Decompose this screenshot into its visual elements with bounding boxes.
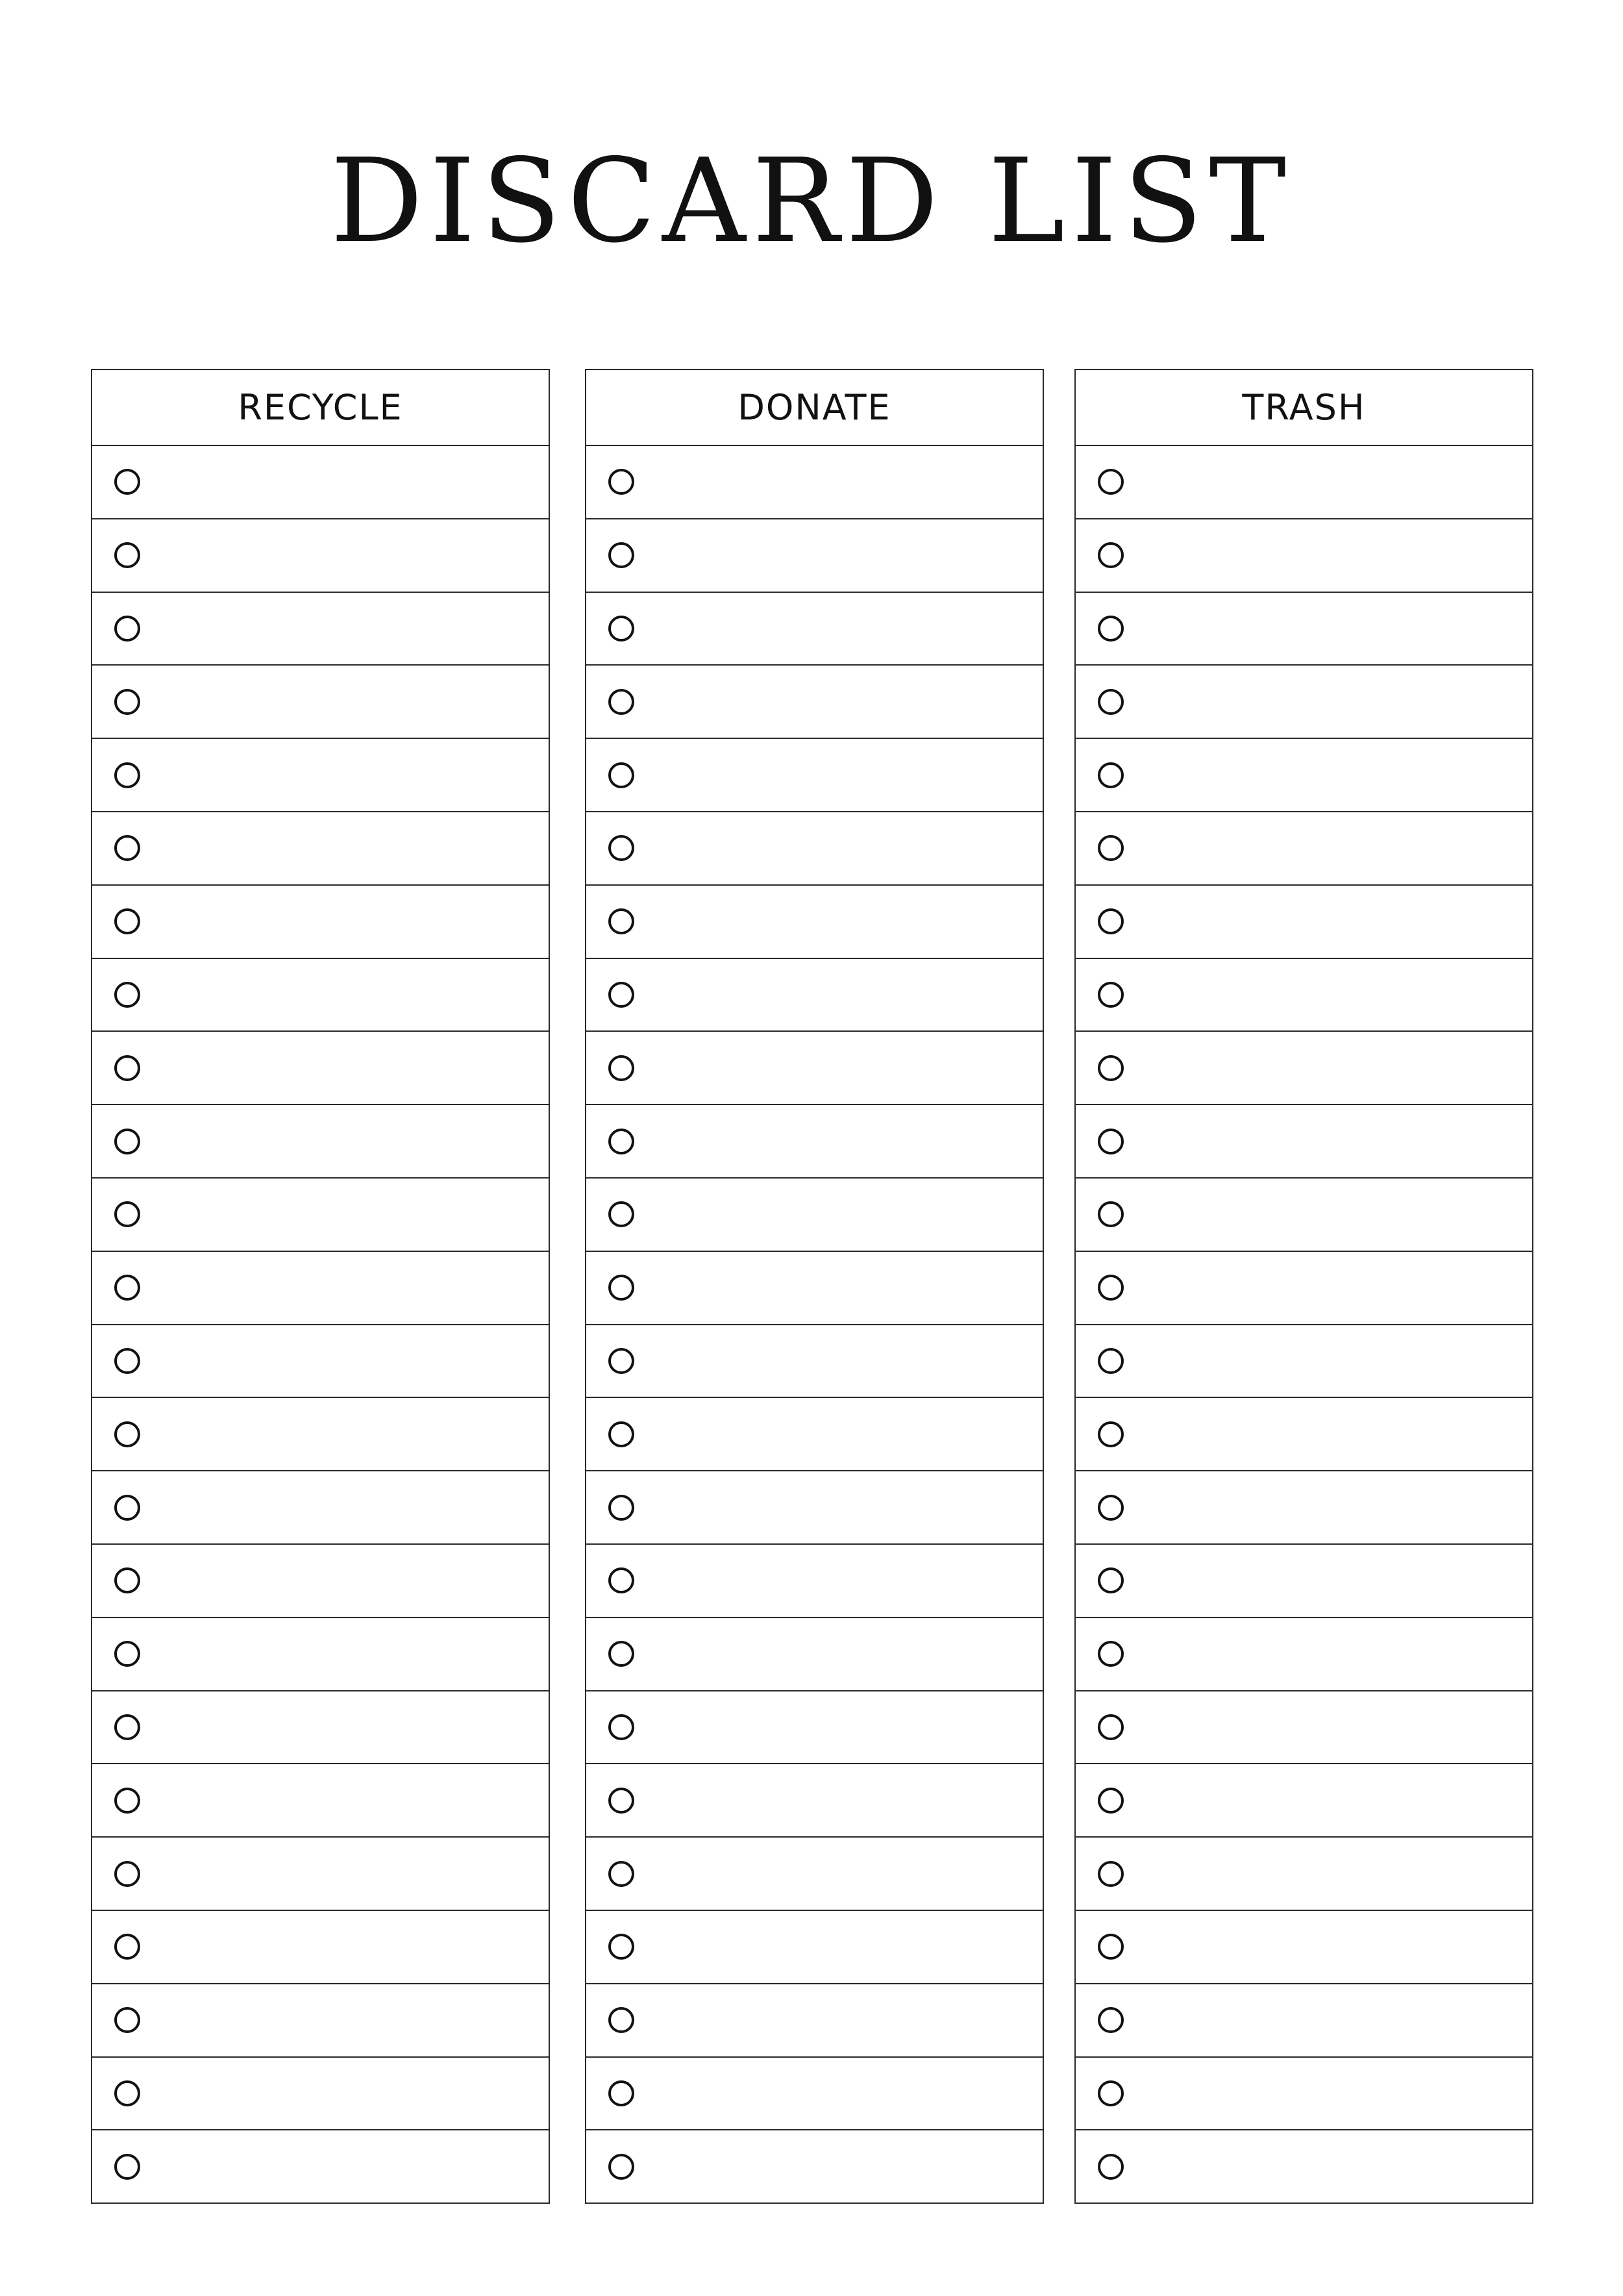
trash-list-item[interactable]	[1076, 812, 1532, 886]
donate-list-item[interactable]	[586, 1545, 1043, 1618]
recycle-list-item[interactable]	[92, 593, 549, 666]
recycle-column-header: RECYCLE	[92, 370, 549, 446]
circle-checkbox-icon[interactable]	[114, 2154, 140, 2180]
trash-list-item[interactable]	[1076, 1325, 1532, 1399]
trash-list-item[interactable]	[1076, 2130, 1532, 2202]
circle-checkbox-icon[interactable]	[608, 1129, 634, 1154]
circle-checkbox-icon[interactable]	[608, 1641, 634, 1667]
recycle-list-item[interactable]	[92, 1911, 549, 1984]
donate-list-item[interactable]	[586, 1179, 1043, 1252]
circle-checkbox-icon[interactable]	[114, 1348, 140, 1374]
donate-list-item[interactable]	[586, 1398, 1043, 1471]
donate-list-item[interactable]	[586, 1032, 1043, 1105]
donate-list-item[interactable]	[586, 1691, 1043, 1765]
donate-column-header: DONATE	[586, 370, 1043, 446]
donate-list-item[interactable]	[586, 666, 1043, 739]
circle-checkbox-icon[interactable]	[608, 469, 634, 495]
donate-list-item[interactable]	[586, 2130, 1043, 2202]
trash-rows	[1076, 446, 1532, 2202]
circle-checkbox-icon[interactable]	[114, 2007, 140, 2033]
circle-checkbox-icon[interactable]	[114, 835, 140, 861]
recycle-list-item[interactable]	[92, 2058, 549, 2131]
circle-checkbox-icon[interactable]	[1098, 616, 1124, 642]
recycle-list-item[interactable]	[92, 2130, 549, 2202]
recycle-list-item[interactable]	[92, 1105, 549, 1179]
recycle-list-item[interactable]	[92, 1471, 549, 1545]
trash-list-item[interactable]	[1076, 959, 1532, 1032]
donate-list-item[interactable]	[586, 1105, 1043, 1179]
trash-list-item[interactable]	[1076, 1105, 1532, 1179]
circle-checkbox-icon[interactable]	[114, 469, 140, 495]
circle-checkbox-icon[interactable]	[1098, 982, 1124, 1008]
circle-checkbox-icon[interactable]	[114, 1275, 140, 1301]
circle-checkbox-icon[interactable]	[114, 1934, 140, 1960]
trash-list-item[interactable]	[1076, 1618, 1532, 1691]
donate-list-item[interactable]	[586, 1471, 1043, 1545]
trash-list-item[interactable]	[1076, 446, 1532, 519]
circle-checkbox-icon[interactable]	[1098, 762, 1124, 788]
trash-list-item[interactable]	[1076, 1764, 1532, 1838]
circle-checkbox-icon[interactable]	[1098, 1641, 1124, 1667]
circle-checkbox-icon[interactable]	[1098, 1495, 1124, 1521]
recycle-list-item[interactable]	[92, 1764, 549, 1838]
circle-checkbox-icon[interactable]	[1098, 1934, 1124, 1960]
donate-list-item[interactable]	[586, 1618, 1043, 1691]
circle-checkbox-icon[interactable]	[608, 1861, 634, 1887]
circle-checkbox-icon[interactable]	[608, 616, 634, 642]
donate-rows	[586, 446, 1043, 2202]
circle-checkbox-icon[interactable]	[608, 1567, 634, 1593]
circle-checkbox-icon[interactable]	[1098, 1055, 1124, 1081]
circle-checkbox-icon[interactable]	[1098, 1861, 1124, 1887]
circle-checkbox-icon[interactable]	[608, 1421, 634, 1447]
donate-list-item[interactable]	[586, 812, 1043, 886]
recycle-list-item[interactable]	[92, 1545, 549, 1618]
circle-checkbox-icon[interactable]	[114, 1129, 140, 1154]
circle-checkbox-icon[interactable]	[114, 908, 140, 934]
recycle-list-item[interactable]	[92, 1618, 549, 1691]
circle-checkbox-icon[interactable]	[114, 1861, 140, 1887]
trash-list-item[interactable]	[1076, 2058, 1532, 2131]
circle-checkbox-icon[interactable]	[1098, 835, 1124, 861]
donate-list-item[interactable]	[586, 739, 1043, 812]
circle-checkbox-icon[interactable]	[1098, 469, 1124, 495]
recycle-list-item[interactable]	[92, 1179, 549, 1252]
donate-list-item[interactable]	[586, 593, 1043, 666]
circle-checkbox-icon[interactable]	[608, 1714, 634, 1740]
circle-checkbox-icon[interactable]	[114, 1714, 140, 1740]
circle-checkbox-icon[interactable]	[608, 1495, 634, 1521]
recycle-list-item[interactable]	[92, 739, 549, 812]
recycle-column	[91, 369, 550, 2204]
donate-list-item[interactable]	[586, 1838, 1043, 1911]
donate-list-item[interactable]	[586, 886, 1043, 959]
circle-checkbox-icon[interactable]	[608, 689, 634, 715]
recycle-list-item[interactable]	[92, 1984, 549, 2058]
recycle-list-item[interactable]	[92, 1691, 549, 1765]
circle-checkbox-icon[interactable]	[1098, 2080, 1124, 2106]
donate-list-item[interactable]	[586, 519, 1043, 593]
recycle-list-item[interactable]	[92, 666, 549, 739]
circle-checkbox-icon[interactable]	[608, 2080, 634, 2106]
circle-checkbox-icon[interactable]	[608, 1055, 634, 1081]
circle-checkbox-icon[interactable]	[608, 1201, 634, 1227]
circle-checkbox-icon[interactable]	[608, 762, 634, 788]
circle-checkbox-icon[interactable]	[1098, 1788, 1124, 1814]
circle-checkbox-icon[interactable]	[114, 1201, 140, 1227]
circle-checkbox-icon[interactable]	[608, 835, 634, 861]
circle-checkbox-icon[interactable]	[1098, 689, 1124, 715]
trash-list-item[interactable]	[1076, 1471, 1532, 1545]
trash-list-item[interactable]	[1076, 886, 1532, 959]
trash-column	[1074, 369, 1533, 2204]
circle-checkbox-icon[interactable]	[1098, 1714, 1124, 1740]
trash-list-item[interactable]	[1076, 593, 1532, 666]
trash-list-item[interactable]	[1076, 1911, 1532, 1984]
circle-checkbox-icon[interactable]	[114, 982, 140, 1008]
trash-list-item[interactable]	[1076, 1838, 1532, 1911]
donate-list-item[interactable]	[586, 959, 1043, 1032]
circle-checkbox-icon[interactable]	[1098, 1275, 1124, 1301]
recycle-rows	[92, 446, 549, 2202]
circle-checkbox-icon[interactable]	[114, 2080, 140, 2106]
circle-checkbox-icon[interactable]	[1098, 2007, 1124, 2033]
recycle-list-item[interactable]	[92, 1032, 549, 1105]
circle-checkbox-icon[interactable]	[1098, 1421, 1124, 1447]
circle-checkbox-icon[interactable]	[114, 616, 140, 642]
donate-list-item[interactable]	[586, 1252, 1043, 1325]
trash-list-item[interactable]	[1076, 1691, 1532, 1765]
circle-checkbox-icon[interactable]	[1098, 1567, 1124, 1593]
trash-list-item[interactable]	[1076, 666, 1532, 739]
donate-list-item[interactable]	[586, 1764, 1043, 1838]
circle-checkbox-icon[interactable]	[608, 1275, 634, 1301]
donate-list-item[interactable]	[586, 2058, 1043, 2131]
trash-list-item[interactable]	[1076, 1179, 1532, 1252]
circle-checkbox-icon[interactable]	[608, 982, 634, 1008]
circle-checkbox-icon[interactable]	[1098, 1348, 1124, 1374]
trash-column-header: TRASH	[1076, 370, 1532, 446]
circle-checkbox-icon[interactable]	[608, 542, 634, 568]
circle-checkbox-icon[interactable]	[1098, 1201, 1124, 1227]
recycle-list-item[interactable]	[92, 959, 549, 1032]
trash-list-item[interactable]	[1076, 1984, 1532, 2058]
donate-list-item[interactable]	[586, 1984, 1043, 2058]
trash-list-item[interactable]	[1076, 1032, 1532, 1105]
donate-list-item[interactable]	[586, 1325, 1043, 1399]
circle-checkbox-icon[interactable]	[114, 542, 140, 568]
recycle-list-item[interactable]	[92, 886, 549, 959]
trash-list-item[interactable]	[1076, 1545, 1532, 1618]
trash-list-item[interactable]	[1076, 1252, 1532, 1325]
recycle-list-item[interactable]	[92, 1252, 549, 1325]
circle-checkbox-icon[interactable]	[114, 1788, 140, 1814]
recycle-list-item[interactable]	[92, 1398, 549, 1471]
circle-checkbox-icon[interactable]	[114, 1421, 140, 1447]
circle-checkbox-icon[interactable]	[608, 1348, 634, 1374]
recycle-list-item[interactable]	[92, 519, 549, 593]
circle-checkbox-icon[interactable]	[114, 1495, 140, 1521]
trash-list-item[interactable]	[1076, 519, 1532, 593]
circle-checkbox-icon[interactable]	[1098, 542, 1124, 568]
circle-checkbox-icon[interactable]	[114, 762, 140, 788]
circle-checkbox-icon[interactable]	[1098, 908, 1124, 934]
circle-checkbox-icon[interactable]	[608, 908, 634, 934]
recycle-list-item[interactable]	[92, 1325, 549, 1399]
circle-checkbox-icon[interactable]	[608, 2154, 634, 2180]
circle-checkbox-icon[interactable]	[608, 1934, 634, 1960]
trash-list-item[interactable]	[1076, 739, 1532, 812]
trash-list-item[interactable]	[1076, 1398, 1532, 1471]
donate-column	[585, 369, 1044, 2204]
recycle-list-item[interactable]	[92, 812, 549, 886]
circle-checkbox-icon[interactable]	[114, 1055, 140, 1081]
donate-list-item[interactable]	[586, 446, 1043, 519]
page-title: DISCARD LIST	[330, 134, 1293, 268]
recycle-list-item[interactable]	[92, 1838, 549, 1911]
circle-checkbox-icon[interactable]	[114, 689, 140, 715]
circle-checkbox-icon[interactable]	[1098, 2154, 1124, 2180]
circle-checkbox-icon[interactable]	[114, 1567, 140, 1593]
circle-checkbox-icon[interactable]	[608, 1788, 634, 1814]
recycle-list-item[interactable]	[92, 446, 549, 519]
circle-checkbox-icon[interactable]	[114, 1641, 140, 1667]
donate-list-item[interactable]	[586, 1911, 1043, 1984]
circle-checkbox-icon[interactable]	[608, 2007, 634, 2033]
circle-checkbox-icon[interactable]	[1098, 1129, 1124, 1154]
